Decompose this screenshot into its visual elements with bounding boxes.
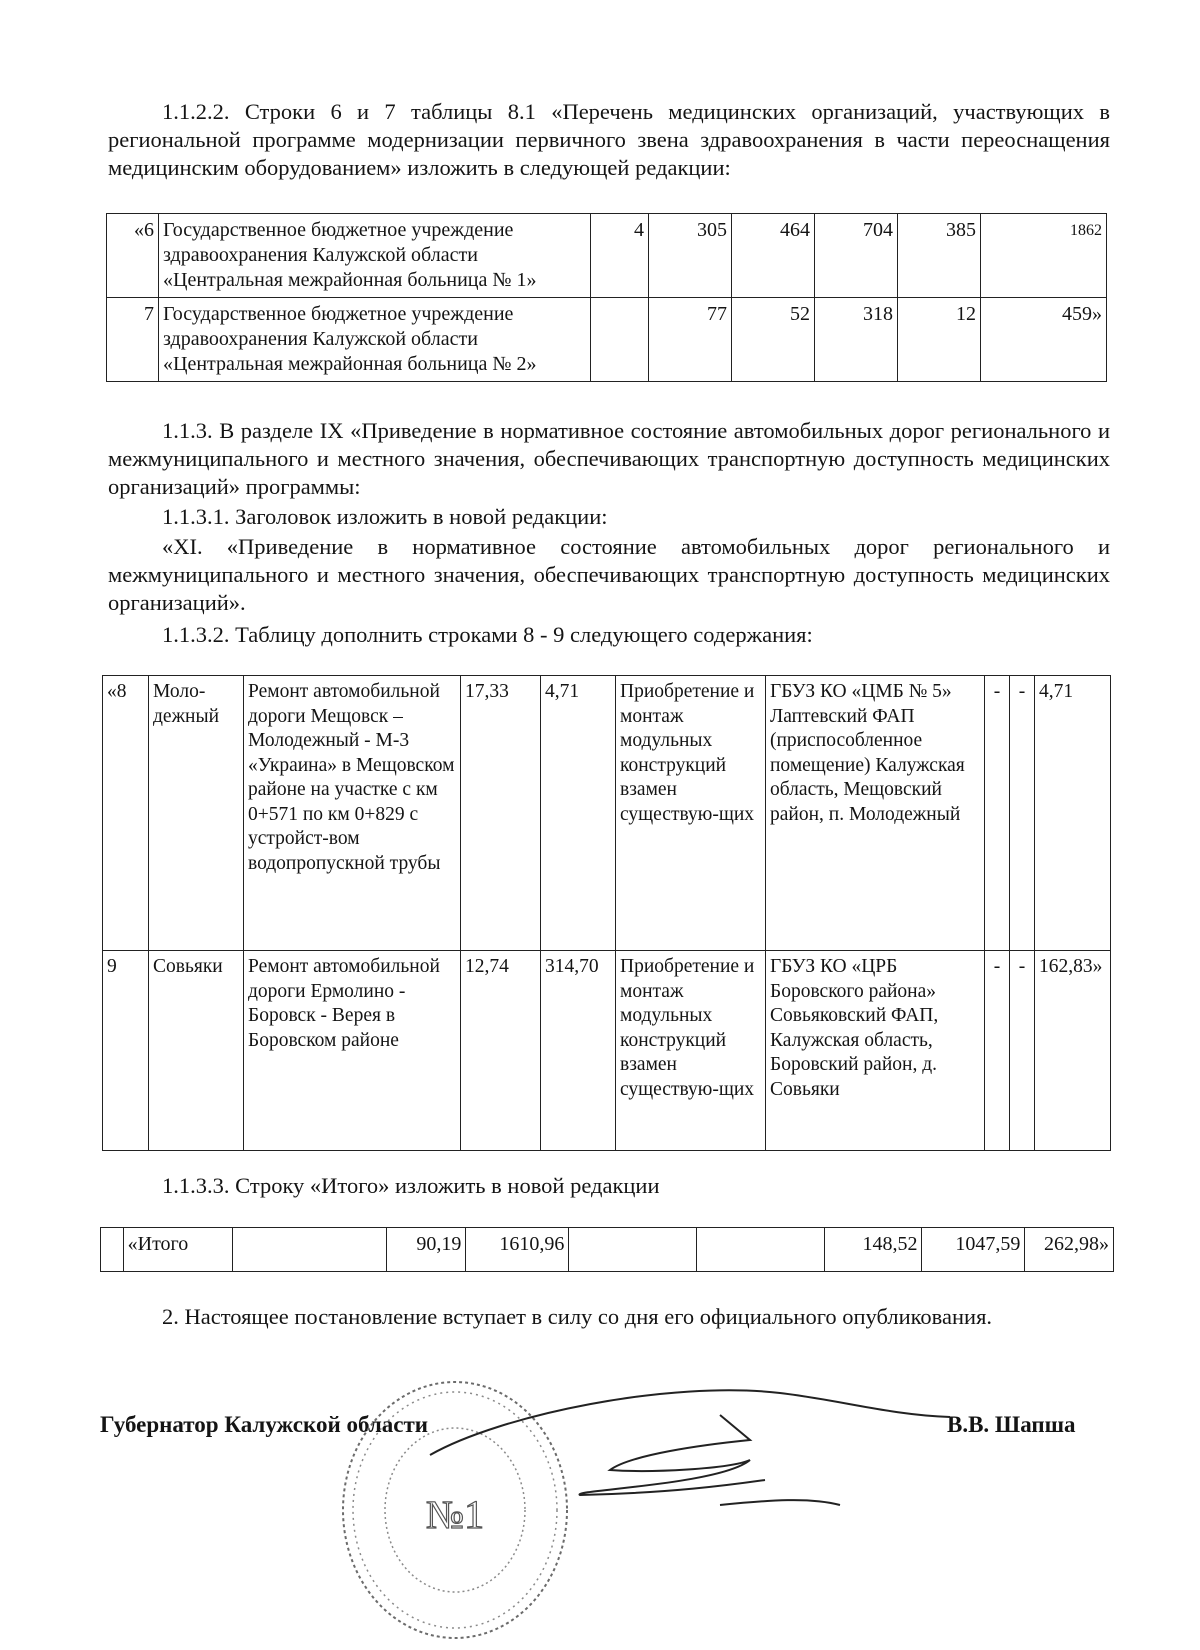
cell-value: 385 bbox=[898, 214, 981, 298]
cell-value: 90,19 bbox=[387, 1228, 466, 1272]
row-number: 9 bbox=[103, 951, 149, 1151]
cell-value: 148,52 bbox=[824, 1228, 922, 1272]
cell-value: 4 bbox=[591, 214, 649, 298]
table-row bbox=[101, 1228, 1114, 1272]
cell-value: 1610,96 bbox=[466, 1228, 569, 1272]
svg-text:№1: №1 bbox=[425, 1492, 485, 1537]
row-number: «6 bbox=[107, 214, 159, 298]
roads-table bbox=[102, 675, 1111, 1151]
signatory-name: В.В. Шапша bbox=[947, 1412, 1076, 1437]
medical-organization: ГБУЗ КО «ЦМБ № 5» Лаптевский ФАП (приспособленное помещение) Калужская область, Мещовский район, п. Молодежный bbox=[766, 676, 985, 951]
cell-value: 162,83» bbox=[1035, 951, 1111, 1151]
paragraph-1-1-3-1: 1.1.3.1. Заголовок изложить в новой редакции: bbox=[162, 504, 608, 529]
cell-value: 305 bbox=[649, 214, 732, 298]
settlement: Моло-дежный bbox=[149, 676, 244, 951]
paragraph-1-1-3-2: 1.1.3.2. Таблицу дополнить строками 8 - 9 следующего содержания: bbox=[162, 622, 813, 647]
empty-cell bbox=[232, 1228, 386, 1272]
cell-value: 17,33 bbox=[461, 676, 541, 951]
action: Приобретение и монтаж модульных конструкций взамен существую-щих bbox=[616, 951, 766, 1151]
table-row bbox=[103, 951, 1111, 1151]
cell-value bbox=[591, 298, 649, 382]
signatory-position: Губернатор Калужской области bbox=[100, 1412, 429, 1437]
table-row bbox=[107, 214, 1107, 298]
cell-value: 1047,59 bbox=[922, 1228, 1025, 1272]
road-work: Ремонт автомобильной дороги Мещовск – Молодежный - М-3 «Украина» в Мещовском районе на участке с км 0+571 по км 0+829 с устройст-вом водопропускной трубы bbox=[244, 676, 461, 951]
medical-organization: ГБУЗ КО «ЦРБ Боровского района» Совьяковский ФАП, Калужская область, Боровский район, д. Совьяки bbox=[766, 951, 985, 1151]
table-row bbox=[107, 298, 1107, 382]
cell-value: 704 bbox=[815, 214, 898, 298]
cell-value: 77 bbox=[649, 298, 732, 382]
total-label: «Итого bbox=[123, 1228, 232, 1272]
empty-cell bbox=[697, 1228, 825, 1272]
paragraph-1-1-3-3: 1.1.3.3. Строку «Итого» изложить в новой редакции bbox=[162, 1173, 660, 1198]
table-row bbox=[103, 676, 1111, 951]
cell-value: - bbox=[985, 951, 1010, 1151]
paragraph-1-1-3: 1.1.3. В разделе IX «Приведение в нормативное состояние автомобильных дорог регионального и межмуниципального и местного значения, обеспечивающих транспортную доступность медицинских организаций» программы: bbox=[108, 418, 1110, 499]
new-heading-quote: «XI. «Приведение в нормативное состояние автомобильных дорог регионального и межмуниципального и местного значения, обеспечивающих транспортную доступность медицинских организаций». bbox=[108, 534, 1110, 615]
total-table bbox=[100, 1227, 1114, 1272]
cell-value: - bbox=[1010, 951, 1035, 1151]
organization-name: Государственное бюджетное учреждение здравоохранения Калужской области «Центральная межрайонная больница № 1» bbox=[159, 214, 591, 298]
cell-value: 464 bbox=[732, 214, 815, 298]
cell-value: 12,74 bbox=[461, 951, 541, 1151]
cell-value: 314,70 bbox=[541, 951, 616, 1151]
cell-value: 262,98» bbox=[1025, 1228, 1114, 1272]
cell-value: 318 bbox=[815, 298, 898, 382]
cell-value: 12 bbox=[898, 298, 981, 382]
cell-value: - bbox=[985, 676, 1010, 951]
cell-value: 459» bbox=[981, 298, 1107, 382]
cell-value: 1862 bbox=[981, 214, 1107, 298]
paragraph-2: 2. Настоящее постановление вступает в силу со дня его официального опубликования. bbox=[162, 1304, 993, 1329]
empty-cell bbox=[569, 1228, 697, 1272]
organization-name: Государственное бюджетное учреждение здравоохранения Калужской области «Центральная межрайонная больница № 2» bbox=[159, 298, 591, 382]
organizations-table bbox=[106, 213, 1107, 382]
cell-value: 4,71 bbox=[1035, 676, 1111, 951]
cell-value: 52 bbox=[732, 298, 815, 382]
signature-mark bbox=[420, 1385, 960, 1515]
row-number: 7 bbox=[107, 298, 159, 382]
row-number: «8 bbox=[103, 676, 149, 951]
road-work: Ремонт автомобильной дороги Ермолино - Боровск - Верея в Боровском районе bbox=[244, 951, 461, 1151]
cell-value: 4,71 bbox=[541, 676, 616, 951]
settlement: Совьяки bbox=[149, 951, 244, 1151]
paragraph-1-1-2-2: 1.1.2.2. Строки 6 и 7 таблицы 8.1 «Перечень медицинских организаций, участвующих в региональной программе модернизации первичного звена здравоохранения в части переоснащения медицинским оборудованием» изложить в следующей редакции: bbox=[108, 99, 1110, 180]
cell-value: - bbox=[1010, 676, 1035, 951]
action: Приобретение и монтаж модульных конструкций взамен существую-щих bbox=[616, 676, 766, 951]
empty-cell bbox=[101, 1228, 124, 1272]
